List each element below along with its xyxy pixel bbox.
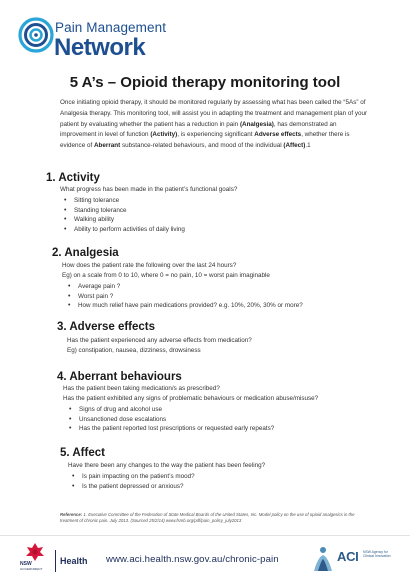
logo-separator [55, 550, 56, 572]
list-item: • Average pain ? [68, 282, 303, 292]
nsw-text: NSW [20, 561, 32, 567]
list-item: • Has the patient reported lost prescriptions or requested early repeats? [69, 424, 274, 434]
list-item: • Is the patient depressed or anxious? [72, 482, 195, 492]
intro-text: substance-related behaviours, and mood of the individual [120, 142, 284, 150]
section-heading-activity: 1. Activity [46, 172, 100, 184]
intro-bold-activity: (Activity) [150, 131, 178, 139]
footer-url: www.aci.health.nsw.gov.au/chronic-pain [106, 554, 279, 565]
waratah-icon [24, 542, 46, 562]
intro-bold-aberrant: Aberrant [93, 142, 121, 150]
aberrant-question-1: Has the patient been taking medication/s as prescribed? [63, 385, 220, 392]
analgesia-question: How does the patient rate the following over the last 24 hours? [62, 262, 237, 269]
analgesia-bullet-list [68, 282, 303, 311]
affect-question: Have there been any changes to the way the patient has been feeling? [68, 462, 266, 469]
list-item: • Sitting tolerance [64, 196, 185, 206]
list-item: • Ability to perform activities of daily living [64, 225, 185, 235]
intro-text: Once initiating opioid therapy, it should be monitored regularly by assessing what has been called the “5As” of Analgesia therapy. This monitoring tool, will assist you in adapting the treatment and management plan of your patient by evaluating whether the patient has a reduction in pain [60, 99, 368, 128]
aberrant-bullet-list [69, 405, 274, 434]
intro-text: , has demonstrated an improvement in level of function [60, 120, 337, 139]
logo-text-network: Network [54, 34, 146, 61]
affect-bullet-list [72, 472, 195, 491]
list-item: • Is pain impacting on the patient’s mood? [72, 472, 195, 482]
intro-paragraph [60, 98, 372, 152]
spiral-logo-icon [18, 14, 56, 56]
aci-figure-icon [310, 545, 336, 573]
list-item: • Standing tolerance [64, 206, 185, 216]
page-title: 5 A’s – Opioid therapy monitoring tool [69, 74, 341, 91]
section-heading-affect: 5. Affect [60, 447, 105, 459]
intro-bold-analgesia: (Analgesia) [239, 120, 274, 128]
intro-bold-affect: (Affect) [283, 142, 306, 150]
pain-management-network-logo [18, 14, 168, 60]
logo-text-pain-management: Pain Management [55, 20, 167, 35]
aci-subtitle: NSW Agency for Clinical Innovation [363, 550, 391, 559]
footer-divider [0, 535, 410, 536]
activity-bullet-list [64, 196, 185, 234]
section-heading-adverse-effects: 3. Adverse effects [57, 321, 156, 333]
analgesia-scale: Eg) on a scale from 0 to 10, where 0 = no pain, 10 = worst pain imaginable [62, 272, 270, 279]
list-item: • Unsanctioned dose escalations [69, 415, 274, 425]
aberrant-question-2: Has the patient exhibited any signs of problematic behaviours or medication abuse/misuse? [63, 395, 319, 402]
intro-text: , is experiencing significant [177, 131, 255, 139]
reference-label: Reference: [60, 512, 83, 517]
list-item: • How much relief have pain medications provided? e.g. 10%, 20%, 30% or more? [68, 301, 303, 311]
section-heading-aberrant-behaviours: 4. Aberrant behaviours [57, 371, 182, 383]
intro-text: .1 [305, 142, 311, 150]
intro-text: , whether there is evidence of [60, 131, 350, 150]
adverse-example: Eg) constipation, nausea, dizziness, drowsiness [67, 347, 201, 354]
reference-note [60, 512, 360, 524]
activity-question: What progress has been made in the patient’s functional goals? [60, 186, 238, 193]
aci-text: ACI [337, 549, 359, 564]
nsw-government-text: GOVERNMENT [20, 567, 43, 571]
list-item: • Worst pain ? [68, 292, 303, 302]
intro-bold-adverse: Adverse effects [254, 131, 302, 139]
list-item: • Walking ability [64, 215, 185, 225]
reference-text: 1. Executive Committee of the Federation of State Medical Boards of the United States, Inc. Model policy on the use of opioid analgesics in the treatment of chronic pain. July 2013. (Sourced 25/2/14) www.fsmb.org/pdf/pain_policy_july2013 [60, 512, 355, 524]
adverse-question: Has the patient experienced any adverse effects from medication? [67, 337, 252, 344]
health-text: Health [60, 556, 88, 566]
aci-logo [310, 545, 400, 575]
section-heading-analgesia: 2. Analgesia [52, 247, 119, 259]
list-item: • Signs of drug and alcohol use [69, 405, 274, 415]
